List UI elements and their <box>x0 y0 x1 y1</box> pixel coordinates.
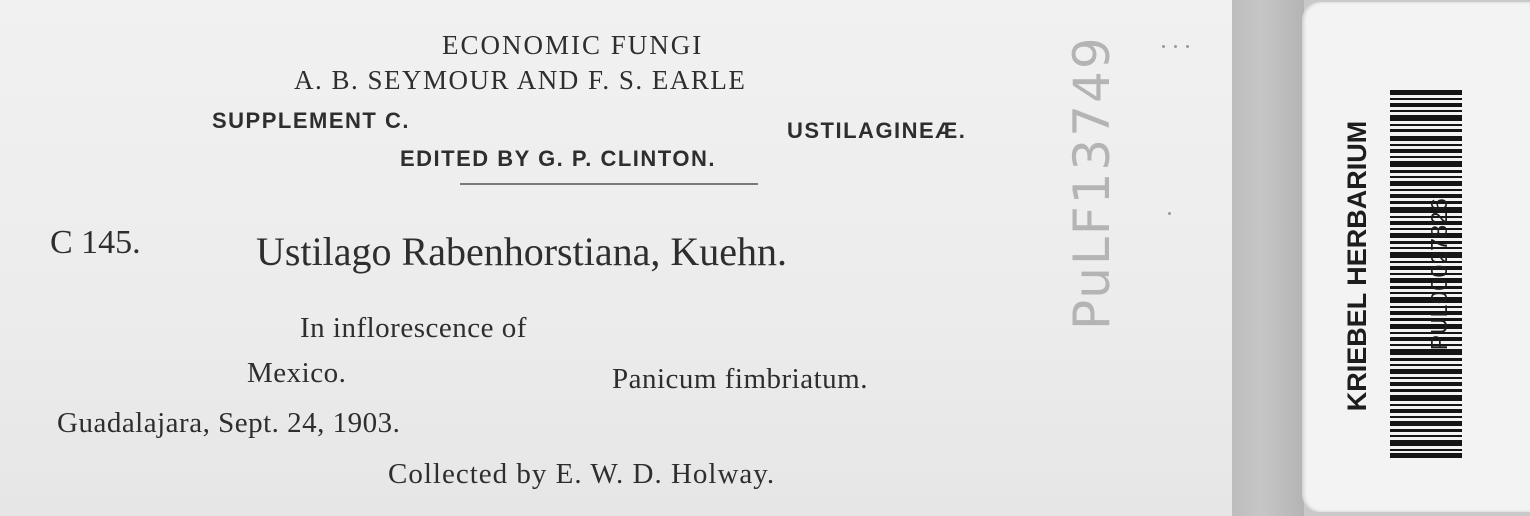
species-name: Ustilago Rabenhorstiana, Kuehn. <box>256 229 787 274</box>
locality-date: Guadalajara, Sept. 24, 1903. <box>57 407 401 439</box>
barcode-tag <box>1302 2 1530 512</box>
speck <box>1162 45 1165 48</box>
herbarium-name: KRIEBEL HERBARIUM <box>1342 120 1372 412</box>
divider <box>460 183 758 185</box>
barcode-number: PUL00027826 <box>1426 197 1452 351</box>
authors: A. B. SEYMOUR AND F. S. EARLE <box>294 65 747 95</box>
editor: EDITED BY G. P. CLINTON. <box>400 146 716 171</box>
collector: Collected by E. W. D. Holway. <box>388 458 776 490</box>
speck <box>1174 45 1177 48</box>
taxon-group: USTILAGINEÆ. <box>787 118 967 143</box>
country: Mexico. <box>247 357 347 389</box>
host: Panicum fimbriatum. <box>612 363 868 395</box>
handwritten-accession-number: PuLF13749 <box>1063 35 1121 330</box>
specimen-number: C 145. <box>50 224 141 261</box>
habitat: In inflorescence of <box>300 312 527 344</box>
speck <box>1186 45 1189 48</box>
background-gap <box>1232 0 1304 516</box>
series-title: ECONOMIC FUNGI <box>442 30 704 60</box>
speck <box>1168 212 1171 215</box>
supplement: SUPPLEMENT C. <box>212 108 410 133</box>
